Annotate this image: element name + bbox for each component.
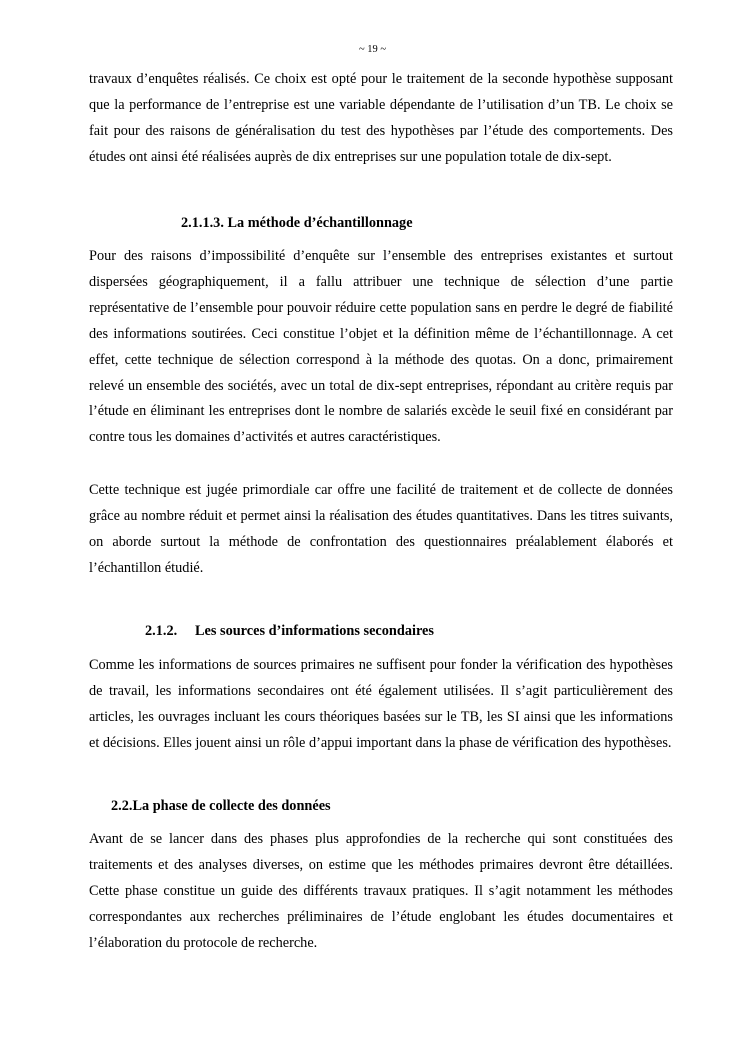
heading-secondary-sources-title: Les sources d’informations secondaires [195,623,434,639]
paragraph-survey-choice: travaux d’enquêtes réalisés. Ce choix est opté pour le traitement de la seconde hypothèse supposant que la performance de l’entreprise est une variable dépendante de l’utilisation d’un TB. Le choix se fait pour des raisons de généralisation du test des hypothèses par l’étude des comportements. Des études ont ainsi été réalisées auprès de dix entreprises sur une population totale de dix-sept. [89,71,673,165]
paragraph-technique-importance: Cette technique est jugée primordiale car offre une facilité de traitement et de collecte de données grâce au nombre réduit et permet ainsi la réalisation des études quantitatives. Dans les titres suivants, on aborde surtout la méthode de confrontation des questionnaires préalablement élaborés et l’échantillon étudié. [89,482,673,576]
paragraph-data-collection: Avant de se lancer dans des phases plus approfondies de la recherche qui sont constituées des traitements et des analyses diverses, on estime que les méthodes primaires devront être détaillées. Cette phase constitue un guide des différents travaux pratiques. Il s’agit notamment les méthodes correspondantes aux recherches préliminaires de l’étude englobant les études documentaires et l’élaboration du protocole de recherche. [89,831,673,951]
page-number: ~ 19 ~ [358,44,387,55]
paragraph-secondary-information: Comme les informations de sources primaires ne suffisent pour fonder la vérification des hypothèses de travail, les informations secondaires ont été également utilisées. Il s’agit particulièrement des articles, les ouvrages incluant les cours théoriques basées sur le TB, les SI ainsi que les informations et décisions. Elles jouent ainsi un rôle d’appui important dans la phase de vérification des hypothèses. [89,657,673,751]
heading-data-collection-phase: 2.2.La phase de collecte des données [111,798,331,814]
heading-sampling-method: 2.1.1.3. La méthode d’échantillonnage [181,215,413,231]
paragraph-sampling-description: Pour des raisons d’impossibilité d’enquête sur l’ensemble des entreprises existantes et surtout dispersées géographiquement, il a fallu attribuer une technique de sélection d’une partie représentative de l’ensemble pour pouvoir réduire cette population sans en perdre le degré de fiabilité des informations soutirées. Ceci constitue l’objet et la définition même de l’échantillonnage. A cet effet, cette technique de sélection correspond à la méthode des quotas. On a donc, primairement relevé un ensemble des sociétés, avec un total de dix-sept entreprises, répondant au critère requis par l’étude en éliminant les entreprises dont le nombre de salariés excède le seuil fixé en considérant par contre tous les domaines d’activités et autres caractéristiques. [89,248,673,446]
heading-secondary-sources [145,622,434,640]
heading-secondary-sources-number: 2.1.2. [145,623,178,639]
